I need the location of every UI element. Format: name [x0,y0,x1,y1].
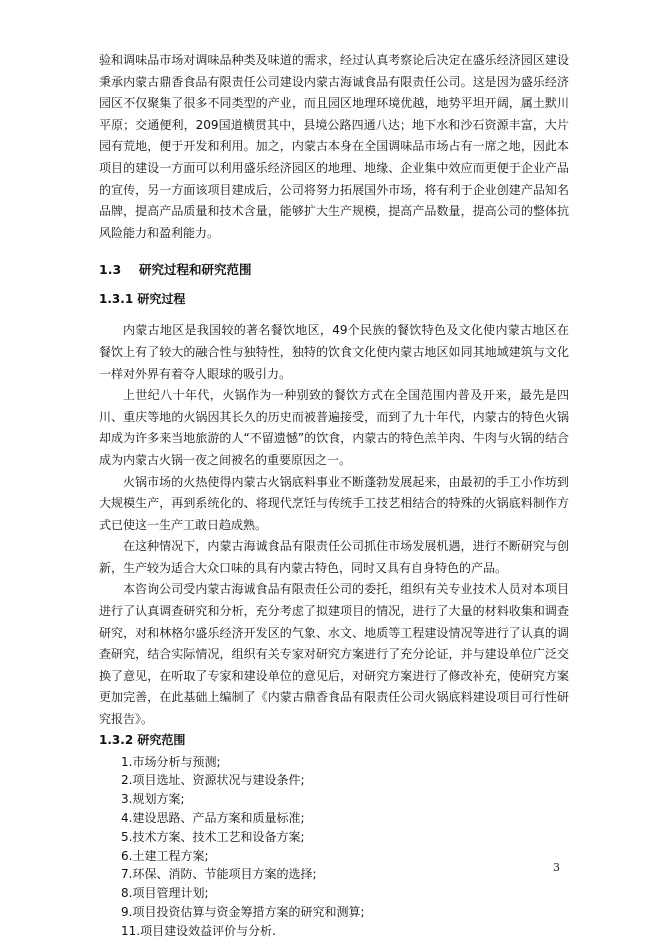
section-heading-1-3 [99,260,569,278]
process-paragraph-5: 本咨询公司受内蒙古海诚食品有限责任公司的委托，组织有关专业技术人员对本项目进行了认真调查研究和分析，充分考虑了拟建项目的情况，进行了大量的材料收集和调查研究，对和林格尔盛乐经济开发区的气象、水文、地质等工程建设情况等进行了认真的调查研究，结合实际情况，组织有关专家对研究方案进行了充分论证，并与建设单位广泛交换了意见，在听取了专家和建设单位的意见后，对研究方案进行了修改补充，使研究方案更加完善，在此基础上编制了《内蒙古鼎香食品有限责任公司火锅底料建设项目可行性研究报告》。 [99,582,569,727]
list-item: 4.建设思路、产品方案和质量标准; [121,811,305,826]
subsection-heading-1-3-1: 1.3.1 研究过程 [99,292,186,307]
list-item: 2.项目选址、资源状况与建设条件; [121,773,305,788]
process-paragraph-2: 上世纪八十年代，火锅作为一种别致的餐饮方式在全国范围内普及开来，最先是四川、重庆等地的火锅因其长久的历史而被普遍接受，而到了九十年代，内蒙古的特色火锅却成为许多来当地旅游的人“不留遗憾”的饮食，内蒙古的特色羔羊肉、牛肉与火锅的结合成为内蒙古火锅一夜之间被名的重要原因之一。 [99,388,569,467]
process-paragraph-3: 火锅市场的火热使得内蒙古火锅底料事业不断蓬勃发展起来，由最初的手工小作坊到大规模生产，再到系统化的、将现代烹饪与传统手工技艺相结合的特殊的火锅底料制作方式已使这一生产工敢日趋成熟。 [99,474,569,532]
document-body [99,50,569,941]
subsection-heading-1-3-2: 1.3.2 研究范围 [99,732,186,747]
list-item: 7.环保、消防、节能项目方案的选择; [121,867,317,882]
page-number: 3 [553,861,560,874]
research-scope-list [99,753,569,941]
section-title: 研究过程和研究范围 [139,262,252,278]
list-item: 8.项目管理计划; [121,886,209,901]
section-number: 1.3 [99,262,122,278]
process-paragraph-4: 在这种情况下，内蒙古海诚食品有限责任公司抓住市场发展机遇，进行不断研究与创新，生产较为适合大众口味的具有内蒙古特色，同时又具有自身特色的产品。 [99,539,569,575]
list-item: 9.项目投资估算与资金筹措方案的研究和测算; [121,905,365,919]
list-item: 11.项目建设效益评价与分析. [121,923,276,938]
process-paragraph-1: 内蒙古地区是我国较的著名餐饮地区，49个民族的餐饮特色及文化使内蒙古地区在餐饮上有了较大的融合性与独特性，独特的饮食文化使内蒙古地区如同其地域建筑与文化一样对外界有着夺人眼球的吸引力。 [99,323,569,381]
list-item: 5.技术方案、技术工艺和设备方案; [121,829,305,844]
list-item: 3.规划方案; [121,792,185,807]
intro-paragraph: 验和调味品市场对调味品种类及味道的需求，经过认真考察论后决定在盛乐经济园区建设秉承内蒙古鼎香食品有限责任公司建设内蒙古海诚食品有限责任公司。这是因为盛乐经济园区不仅聚集了很多不同类型的产业，而且园区地理环境优越，地势平坦开阔，属土默川平原；交通便利，209国道横贯其中，县境公路四通八达；地下水和沙石资源丰富，大片园有荒地，便于开发和利用。加之，内蒙古本身在全国调味品市场占有一席之地，因此本项目的建设一方面可以利用盛乐经济园区的地理、地缘、企业集中效应而更便于企业产品的宣传，另一方面该项目建成后，公司将努力拓展国外市场，将有利于企业创建产品知名品牌，提高产品质量和技术含量，能够扩大生产规模，提高产品数量，提高公司的整体抗风险能力和盈利能力。 [99,53,569,240]
list-item: 6.土建工程方案; [121,848,209,863]
list-item: 1.市场分析与预测; [121,754,221,769]
